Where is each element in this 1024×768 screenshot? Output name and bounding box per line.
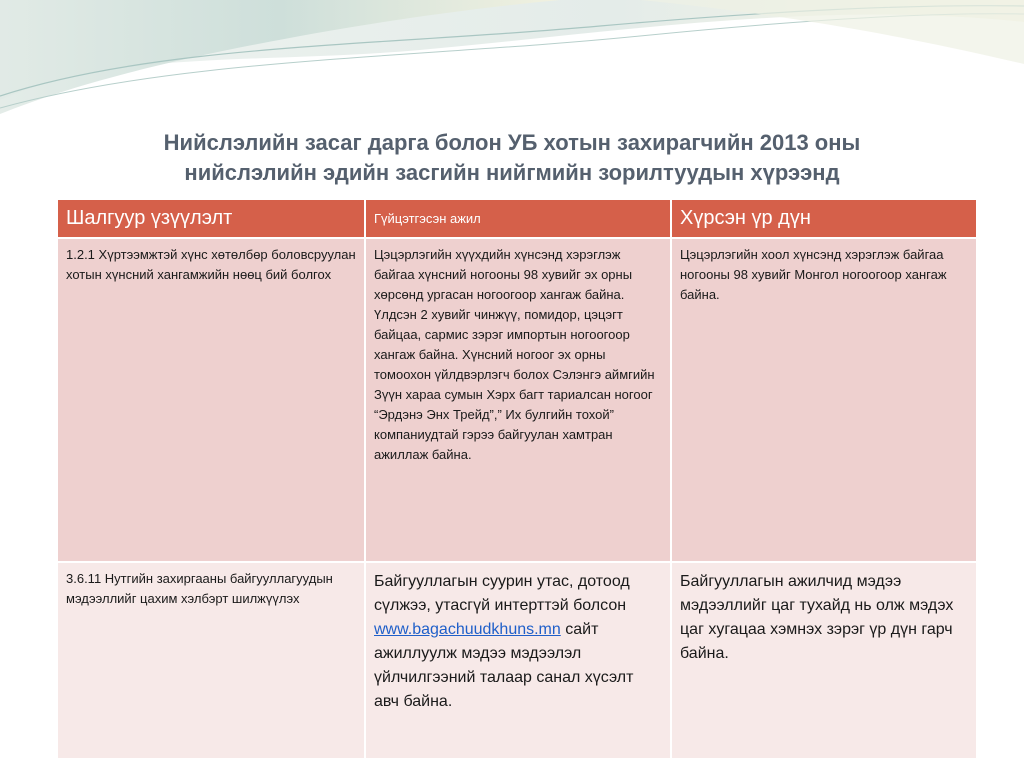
table-row [57,238,977,562]
header-indicator: Шалгуур үзүүлэлт [57,199,365,238]
slide-title-line-1: Нийслэлийн засаг дарга болон УБ хотын захирагчийн 2013 оны [163,130,861,155]
cell-result: Байгууллагын ажилчид мэдээ мэдээллийг цаг тухайд нь олж мэдэх цаг хугацаа хэмнэх зэрэг үр дүн гарч байна. [671,562,977,759]
header-work-done: Гүйцэтгэсэн ажил [365,199,671,238]
cell-indicator: 3.6.11 Нутгийн захиргааны байгууллагуудын мэдээллийг цахим хэлбэрт шилжүүлэх [57,562,365,759]
header-result: Хүрсэн үр дүн [671,199,977,238]
cell-work-done [365,562,671,759]
cell-work-done: Цэцэрлэгийн хүүхдийн хүнсэнд хэрэглэж байгаа хүнсний ногооны 98 хувийг эх орны хөрсөнд ургасан ногоогоор хангаж байна. Үлдсэн 2 хувийг чинжүү, помидор, цэцэгт байцаа, сармис зэрэг импортын ногоогоор хангаж байна. Хүнсний ногоог эх орны томоохон үйлдвэрлэгч болох Сэлэнгэ аймгийн Зүүн хараа сумын Хэрх багт тариалсан ногоог “Эрдэнэ Энх Трейд”,” Их булгийн тохой” компаниудтай гэрээ байгуулан хамтран ажиллаж байна. [365,238,671,562]
table-row [57,562,977,759]
cell-work-text-after: сайт ажиллуулж мэдээ мэдээлэл үйлчилгээний талаар санал хүсэлт авч байна. [374,621,634,710]
cell-indicator: 1.2.1 Хүртээмжтэй хүнс хөтөлбөр боловсруулан хотын хүнсний хангамжийн нөөц бий болгох [57,238,365,562]
cell-result: Цэцэрлэгийн хоол хүнсэнд хэрэглэж байгаа ногооны 98 хувийг Монгол ногоогоор хангаж байна. [671,238,977,562]
website-link[interactable]: www.bagachuudkhuns.mn [374,621,561,638]
cell-work-text-before: Байгууллагын суурин утас, дотоод сүлжээ, утасгүй интерттэй болсон [374,573,630,614]
slide-title [60,128,964,188]
results-table [56,198,978,760]
slide-title-line-2: нийслэлийн эдийн засгийн нийгмийн зорилтуудын хүрээнд [184,160,840,185]
decorative-swoosh [0,0,1024,140]
table-header-row [57,199,977,238]
